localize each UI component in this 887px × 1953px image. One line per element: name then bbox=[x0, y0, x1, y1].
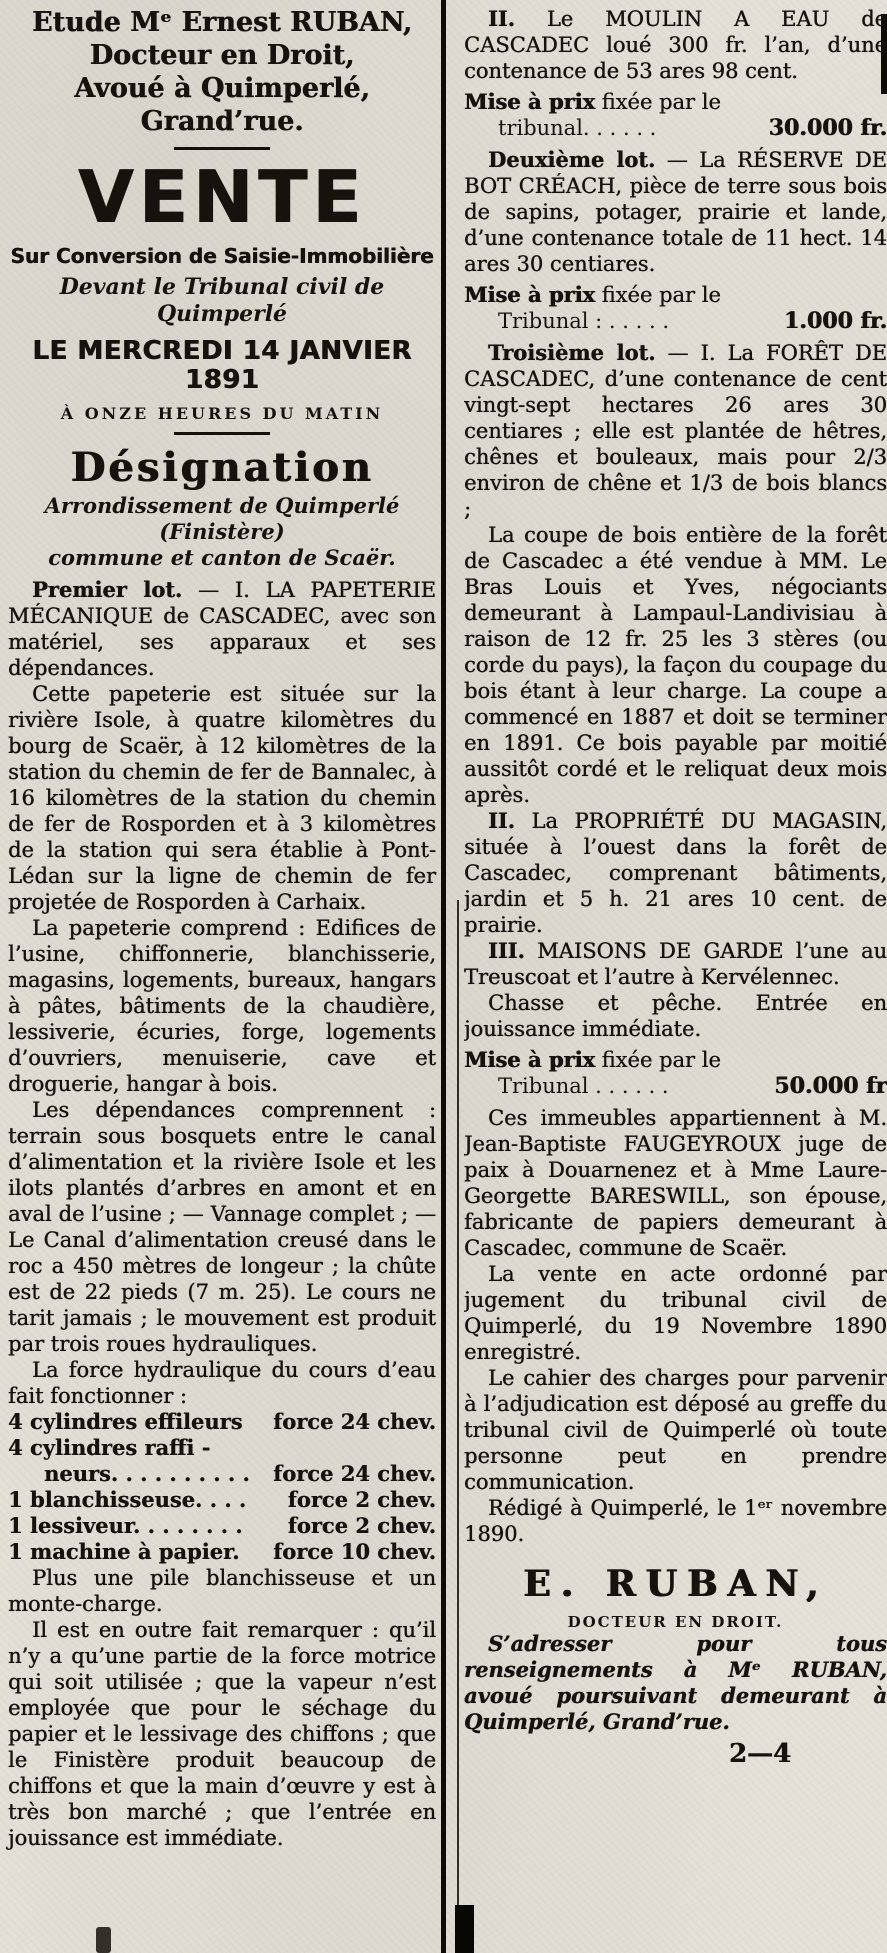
designation-subheading-line-1: Arrondissement de Quimperlé (Finistère) bbox=[44, 493, 400, 545]
paragraph-text: Les dépendances comprennent : terrain sous bosquets entre le canal d’alimentation et la rivière Isole et les ilots plantés d’arbres en amont et en aval de l’usine ; — Vannage complet ; — Le Canal d’alimentation creusé dans le roc a 450 mètres de longeur ; la chûte est de 22 pieds (7 m. 25). Le cours ne tarit jamais ; le mouvement est produit par trois roues hydrauliques. bbox=[8, 1098, 436, 1357]
mise-dots: Tribunal . . . . . . bbox=[498, 1074, 669, 1098]
mise-dots: tribunal. . . . . . bbox=[498, 116, 657, 140]
jugement-paragraph bbox=[464, 1261, 887, 1365]
equipment-item: neurs. . . . . . . . . . bbox=[44, 1461, 250, 1487]
equipment-row bbox=[8, 1539, 436, 1565]
signature-name: E. RUBAN, bbox=[522, 1563, 829, 1605]
signature-title: DOCTEUR EN DROIT. bbox=[567, 1613, 784, 1631]
time-line: À ONZE HEURES DU MATIN bbox=[60, 404, 384, 424]
equipment-item: 4 cylindres raffi - bbox=[8, 1435, 211, 1461]
closing-note: S’adresser pour tous renseignements à Mᵉ RUBAN, avoué poursuivant demeurant à Quimperlé, Grand’rue. bbox=[464, 1631, 887, 1734]
equipment-row bbox=[8, 1487, 436, 1513]
mise-amount-line bbox=[464, 115, 887, 142]
maisons-de-garde-paragraph bbox=[464, 938, 887, 990]
magasin-paragraph bbox=[464, 808, 887, 938]
paragraph-text: — I. La FORÊT DE CASCADEC, d’une contenance de cent vingt-sept hectares 26 ares 30 centiares ; elle est plantée de hêtres, chênes et bouleaux, mais pour 2/3 environ de chêne et 1/3 de bois blancs ; bbox=[464, 341, 887, 521]
equipment-row bbox=[8, 1435, 436, 1461]
paragraph-text: Le MOULIN A EAU de CASCADEC loué 300 fr. l’an, d’une contenance de 53 ares 98 cent. bbox=[464, 7, 887, 83]
masthead-line-2: Docteur en Droit, bbox=[89, 40, 355, 71]
equipment-item: 1 blanchisseuse. . . . bbox=[8, 1487, 247, 1513]
mise-amount-line bbox=[464, 308, 887, 335]
mise-rest: fixée par le bbox=[594, 90, 721, 114]
mise-label bbox=[464, 282, 887, 308]
chasse-paragraph bbox=[464, 990, 887, 1042]
paragraph-text: La papeterie comprend : Edifices de l’usine, chiffonnerie, blanchisserie, magasins, logements, bureaux, hangars à pâtes, bâtiments de la chaudière, lessiverie, écuries, forge, logements d’ouvriers, menuiserie, cave et droguerie, hangar à bois. bbox=[8, 916, 436, 1097]
venue-line: Devant le Tribunal civil de Quimperlé bbox=[59, 273, 385, 328]
mise-label bbox=[464, 1047, 887, 1073]
price-amount: 30.000 fr. bbox=[768, 115, 887, 141]
lot-1-paragraph bbox=[8, 577, 436, 681]
mise-a-prix-block-2 bbox=[464, 282, 887, 335]
mise-dots: Tribunal : . . . . . bbox=[498, 309, 669, 333]
mise-lead: Mise à prix bbox=[464, 89, 595, 114]
paragraph-lead: III. bbox=[488, 938, 525, 963]
lot-3-paragraph bbox=[464, 340, 887, 522]
masthead-rule bbox=[174, 147, 270, 150]
paragraph-text: Chasse et pêche. Entrée en jouissance immédiate. bbox=[464, 991, 887, 1041]
designation-subheading-line-2: commune et canton de Scaër. bbox=[48, 545, 396, 571]
paragraph-text: Il est en outre fait remarquer : qu’il n’y a qu’une partie de la force motrice qui soit utilisée ; que la vapeur n’est employée que pour le séchage du papier et le lessivage des chiffons ; que le Finistère produit beaucoup de chiffons et que la main d’œuvre y est à très bon marché ; que l’entrée en jouissance est immédiate. bbox=[8, 1618, 436, 1851]
mise-label bbox=[464, 89, 887, 115]
paragraph-text: La force hydraulique du cours d’eau fait fonctionner : bbox=[8, 1358, 436, 1409]
mise-rest: fixée par le bbox=[594, 1048, 721, 1072]
price-amount: 50.000 fr bbox=[774, 1073, 887, 1099]
equipment-force: force 2 chev. bbox=[287, 1513, 436, 1539]
paragraph-lead: Premier lot. bbox=[32, 577, 183, 603]
moulin-paragraph bbox=[464, 6, 887, 84]
equipment-item: 4 cylindres effileurs bbox=[8, 1409, 243, 1435]
equipment-force: force 24 chev. bbox=[273, 1461, 436, 1487]
redige-paragraph bbox=[464, 1495, 887, 1547]
column-divider-thin-rule bbox=[457, 900, 459, 1953]
owners-paragraph bbox=[464, 1105, 887, 1261]
extras-paragraph bbox=[8, 1565, 436, 1617]
paragraph-text: Le cahier des charges pour parvenir à l’adjudication est déposé au greffe du tribunal civil de Quimperlé où toute personne peut en prendre communication. bbox=[464, 1366, 887, 1494]
sale-title: VENTE bbox=[77, 155, 367, 239]
mise-amount-line bbox=[464, 1073, 887, 1100]
masthead-line-3: Avoué à Quimperlé, Grand’rue. bbox=[74, 73, 370, 137]
equipment-force: force 10 chev. bbox=[273, 1539, 436, 1565]
buildings-paragraph bbox=[8, 915, 436, 1097]
paragraph-lead: II. bbox=[488, 808, 515, 833]
mise-rest: fixée par le bbox=[594, 283, 721, 307]
paragraph-text: Ces immeubles appartiennent à M. Jean-Baptiste FAUGEYROUX juge de paix à Douarnenez et à Mme Laure-Georgette BARESWILL, son épouse, fabricante de papiers demeurant à Cascadec, commune de Scaër. bbox=[464, 1106, 887, 1260]
equipment-row bbox=[8, 1513, 436, 1539]
dependances-paragraph bbox=[8, 1097, 436, 1357]
paragraph-lead: Troisième lot. bbox=[488, 340, 656, 365]
lot-2-paragraph bbox=[464, 147, 887, 277]
mise-lead: Mise à prix bbox=[464, 1047, 595, 1072]
location-paragraph bbox=[8, 681, 436, 915]
section-rule bbox=[174, 432, 270, 435]
masthead-line-1: Etude Mᵉ Ernest RUBAN, bbox=[31, 7, 413, 38]
equipment-row bbox=[8, 1409, 436, 1435]
scan-artifact-ink-smudge bbox=[96, 1927, 111, 1953]
paragraph-text: Rédigé à Quimperlé, le 1ᵉʳ novembre 1890. bbox=[464, 1496, 887, 1546]
equipment-list bbox=[8, 1409, 436, 1565]
mise-a-prix-block-3 bbox=[464, 1047, 887, 1100]
right-column bbox=[464, 6, 887, 1953]
paragraph-text: — La RÉSERVE DE BOT CRÉACH, pièce de terre sous bois de sapins, potager, prairie et lande, d’une contenance totale de 11 hect. 14 ares 30 centiares. bbox=[464, 148, 887, 276]
mise-a-prix-block-1 bbox=[464, 89, 887, 142]
paragraph-text: Cette papeterie est située sur la rivière Isole, à quatre kilomètres du bourg de Scaër, à 12 kilomètres de la station du chemin de fer de Bannalec, à 16 kilomètres de la station du chemin de fer de Rosporden et à 3 kilomètres de la station qui sera établie à Pont-Lédan sur la ligne de chemin de fer projetée de Rosporden à Carhaix. bbox=[8, 682, 436, 915]
date-line: LE MERCREDI 14 JANVIER 1891 bbox=[32, 335, 412, 396]
paragraph-text: La PROPRIÉTÉ DU MAGASIN, située à l’ouest dans la forêt de Cascadec, comprenant bâtiments, jardin et 5 h. 21 ares 10 cent. de prairie. bbox=[464, 809, 887, 937]
remark-paragraph bbox=[8, 1617, 436, 1851]
paragraph-lead: II. bbox=[488, 6, 515, 31]
force-intro-paragraph bbox=[8, 1357, 436, 1409]
price-amount: 1.000 fr. bbox=[783, 308, 887, 334]
cahier-des-charges-paragraph bbox=[464, 1365, 887, 1495]
designation-heading: Désignation bbox=[70, 444, 374, 492]
paragraph-text: La coupe de bois entière de la forêt de Cascadec a été vendue à MM. Le Bras Louis et Yves, négociants demeurant à Lampaul-Landivisiau à raison de 12 fr. 25 les 3 stères (ou corde du pays), la façon du coupage du bois étant à leur charge. La coupe a commencé en 1887 et doit se terminer en 1891. Ce bois payable par moitié aussitôt cordé et le reliquat deux mois après. bbox=[464, 523, 887, 807]
equipment-row bbox=[8, 1461, 436, 1487]
masthead bbox=[8, 6, 436, 138]
sale-subtitle: Sur Conversion de Saisie-Immobilière bbox=[10, 243, 434, 268]
designation-subheading bbox=[8, 493, 436, 571]
paragraph-text: — I. LA PAPETERIE MÉCANIQUE de CASCADEC, avec son matériel, ses apparaux et ses dépendances. bbox=[8, 578, 436, 681]
column-divider-rule bbox=[441, 0, 446, 1953]
equipment-item: 1 machine à papier. bbox=[8, 1539, 240, 1565]
paragraph-text: Plus une pile blanchisseuse et un monte-charge. bbox=[8, 1566, 436, 1617]
equipment-force: force 2 chev. bbox=[287, 1487, 436, 1513]
equipment-item: 1 lessiveur. . . . . . . . bbox=[8, 1513, 243, 1539]
left-column bbox=[8, 6, 436, 1851]
coupe-paragraph bbox=[464, 522, 887, 808]
paragraph-text: La vente en acte ordonné par jugement du tribunal civil de Quimperlé, du 19 Novembre 1890 enregistré. bbox=[464, 1262, 887, 1364]
equipment-force: force 24 chev. bbox=[273, 1409, 436, 1435]
paragraph-lead: Deuxième lot. bbox=[488, 147, 656, 172]
issue-number: 2—4 bbox=[728, 1739, 791, 1769]
mise-lead: Mise à prix bbox=[464, 282, 595, 307]
paragraph-text: MAISONS DE GARDE l’une au Treuscoat et l’autre à Kervélennec. bbox=[464, 939, 887, 989]
